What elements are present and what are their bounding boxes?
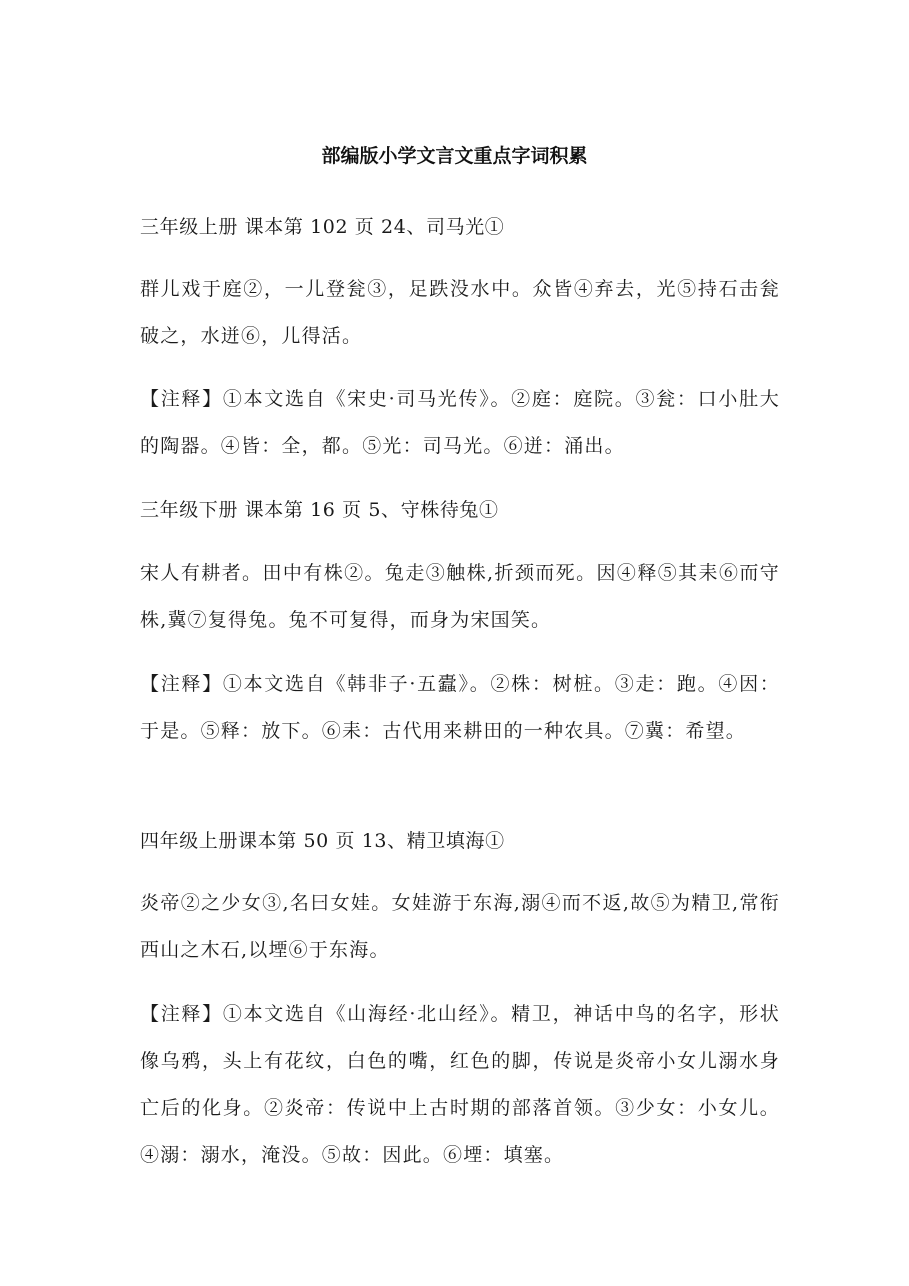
section-1-note: 【注释】①本文选自《宋史·司马光传》。②庭：庭院。③瓮：口小肚大的陶器。④皆：全，都。⑤光：司马光。⑥迸：涌出。 [140,388,780,457]
section-2-note: 【注释】①本文选自《韩非子·五蠹》。②株：树桩。③走：跑。④因：于是。⑤释：放下。⑥耒：古代用来耕田的一种农具。⑦冀：希望。 [140,673,780,742]
section-3-heading: 四年级上册课本第 50 页 13、精卫填海① [140,830,505,852]
section-1-text: 群儿戏于庭②，一儿登瓮③，足跌没水中。众皆④弃去，光⑤持石击瓮破之，水迸⑥，儿得活。 [140,278,780,347]
document-title: 部编版小学文言文重点字词积累 [321,145,588,167]
section-2-heading: 三年级下册 课本第 16 页 5、守株待兔① [140,499,499,521]
section-3-text: 炎帝②之少女③,名曰女娃。女娃游于东海,溺④而不返,故⑤为精卫,常衔西山之木石,以堙⑥于东海。 [140,892,780,961]
section-2-text: 宋人有耕者。田中有株②。兔走③触株,折颈而死。因④释⑤其耒⑥而守株,冀⑦复得兔。兔不可复得，而身为宋国笑。 [140,562,780,631]
section-1-heading: 三年级上册 课本第 102 页 24、司马光① [140,216,505,238]
section-3-note: 【注释】①本文选自《山海经·北山经》。精卫，神话中鸟的名字，形状像乌鸦，头上有花纹，白色的嘴，红色的脚，传说是炎帝小女儿溺水身亡后的化身。②炎帝：传说中上古时期的部落首领。③少女：小女儿。④溺：溺水，淹没。⑤故：因此。⑥堙：填塞。 [140,1003,780,1166]
